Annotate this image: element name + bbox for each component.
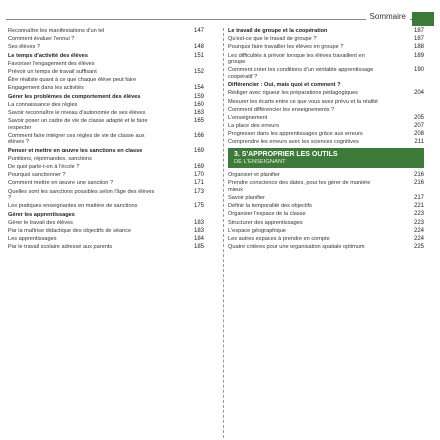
toc-entry-title: Les apprentissages <box>8 236 57 243</box>
toc-entry-page: 205 <box>413 114 424 121</box>
toc-entry <box>8 156 220 163</box>
toc-entry-title: Prévoir un temps de travail suffisant <box>8 68 97 75</box>
toc-entry-page: 163 <box>193 109 204 116</box>
toc-entry-page: 223 <box>413 219 424 226</box>
toc-entry <box>8 133 220 146</box>
toc-entry <box>228 203 436 210</box>
toc-entry-title: Savoir reconnaître le niveau d'autonomie de ses élèves <box>8 109 146 116</box>
toc-entry-title: Comment évaluer l'ennui ? <box>8 36 75 43</box>
toc-entry-title: Rédiger avec rigueur les préparations pédagogiques <box>228 90 358 97</box>
toc-entry <box>228 220 436 227</box>
toc-entry-page: 224 <box>413 227 424 234</box>
toc-entry-title: De quoi parle-t-on à l'école ? <box>8 164 80 170</box>
toc-entry-page: 207 <box>413 123 424 130</box>
toc-entry-page: 189 <box>413 52 424 59</box>
toc-entry-page: 188 <box>413 44 424 51</box>
toc-entry-page: 169 <box>193 164 204 170</box>
toc-entry-title: Engagement dans les activités <box>8 85 84 92</box>
toc-entry-title: Organiser et planifier <box>228 172 280 179</box>
toc-entry-title: Gérer les apprentissages <box>8 211 75 218</box>
toc-entry <box>228 107 436 114</box>
toc-entry-page: 165 <box>193 118 204 125</box>
toc-entry <box>8 85 220 92</box>
toc-entry <box>8 61 220 68</box>
toc-entry <box>228 53 436 66</box>
toc-right-column <box>228 28 436 252</box>
toc-entry-title: Progresser dans les apprentissages grâce aux erreurs <box>228 131 363 138</box>
toc-entry <box>8 212 220 219</box>
toc-entry <box>8 148 220 155</box>
toc-entry <box>8 172 220 179</box>
toc-entry-page: 216 <box>413 172 424 179</box>
toc-entry-page: 160 <box>193 101 204 108</box>
toc-entry-page: 159 <box>193 93 204 100</box>
toc-entry-title: Mesurer les écarts entre ce que vous avez prévu et la réalité <box>228 98 378 105</box>
toc-entry-title: Qu'est-ce que le travail de groupe ? <box>228 36 317 43</box>
toc-entry-page: 208 <box>413 131 424 138</box>
toc-entry-page: 187 <box>413 28 424 34</box>
toc-entry <box>8 228 220 235</box>
toc-entry-page: 185 <box>193 244 204 251</box>
toc-entry <box>8 36 220 43</box>
toc-entry <box>8 53 220 60</box>
toc-entry-page: 169 <box>193 147 204 154</box>
toc-entry-title: Les autres espaces à prendre en compte <box>228 235 330 242</box>
banner-subtitle: DE L'ENSEIGNANT <box>234 159 286 166</box>
toc-entry <box>228 90 436 97</box>
toc-entry <box>228 123 436 130</box>
toc-entry-title: Le temps d'activité des élèves <box>8 52 88 59</box>
toc-entry <box>228 82 436 89</box>
toc-entry-title: Comprendre les erreurs avec les sciences cognitives <box>228 139 359 146</box>
toc-entry-title: Être réaliste quant à ce que chaque élève peut faire <box>8 77 137 84</box>
toc-entry <box>228 211 436 218</box>
toc-entry-page: 224 <box>413 235 424 242</box>
toc-entry <box>228 172 436 179</box>
toc-entry-title: Favoriser l'engagement des élèves <box>8 60 95 67</box>
toc-entry <box>228 44 436 51</box>
toc-entry <box>8 118 220 131</box>
toc-entry <box>8 44 220 51</box>
toc-entry-page: 175 <box>193 203 204 210</box>
toc-entry-title: Le travail de groupe et la coopération <box>228 28 328 34</box>
toc-entry-page: 147 <box>193 28 204 34</box>
toc-entry-page: 221 <box>413 203 424 210</box>
toc-entry <box>228 99 436 106</box>
toc-entry-title: Comment faire intégrer ces règles de vie de classe aux élèves ? <box>8 132 145 146</box>
toc-entry-page: 216 <box>413 180 424 187</box>
toc-entry-page: 225 <box>413 244 424 251</box>
banner-title: 3. S'APPROPRIER LES OUTILS <box>234 151 338 159</box>
toc-entry <box>228 115 436 122</box>
toc-entry-title: L'espace géographique <box>228 227 286 234</box>
toc-entry-title: Les pratiques enseignantes en matière de sanctions <box>8 203 138 210</box>
toc-entry-title: Reconnaître les manifestations d'un tel <box>8 28 105 34</box>
toc-entry-title: Ses élèves ? <box>8 44 41 51</box>
toc-entry <box>228 244 436 251</box>
toc-entry-title: Définir la temporalité des objectifs <box>228 203 312 210</box>
toc-entry <box>8 244 220 251</box>
toc-entry <box>8 110 220 117</box>
toc-entry-page: 223 <box>413 211 424 218</box>
toc-entry <box>8 77 220 84</box>
toc-entry-title: Gérer le travail des élèves <box>8 219 73 226</box>
toc-entry-title: Penser et mettre en œuvre les sanctions en classe <box>8 147 143 154</box>
toc-entry-page: 148 <box>193 44 204 51</box>
toc-entry <box>8 236 220 243</box>
toc-entry <box>8 28 220 35</box>
toc-entry <box>8 102 220 109</box>
toc-entry-title: Différencier : Oui, mais quoi et comment ? <box>228 82 341 89</box>
toc-entry-title: Par le travail scolaire adressé aux parents <box>8 244 113 251</box>
toc-entry-title: Savoir planifier <box>228 195 265 201</box>
toc-entry-title: Punitions, réprimandes, sanctions <box>8 155 92 162</box>
toc-entry <box>228 228 436 235</box>
toc-entry-title: La place des erreurs <box>228 123 279 130</box>
toc-entry <box>228 67 436 80</box>
toc-entry-title: Quelles sont les sanctions possibles selon l'âge des élèves ? <box>8 188 155 202</box>
toc-entry <box>228 195 436 202</box>
toc-entry <box>228 28 436 35</box>
toc-entry-title: Pourquoi sanctionner ? <box>8 172 66 179</box>
toc-left-column <box>8 28 220 252</box>
toc-entry <box>8 220 220 227</box>
toc-entry <box>8 94 220 101</box>
toc-entry <box>8 69 220 76</box>
toc-entry-page: 166 <box>193 132 204 139</box>
toc-entry-page: 151 <box>193 52 204 59</box>
toc-entry <box>228 139 436 146</box>
toc-entry <box>228 36 436 43</box>
toc-entry <box>228 236 436 243</box>
toc-entry-page: 217 <box>413 195 424 201</box>
toc-entry <box>8 164 220 171</box>
toc-entry-title: Les difficultés à prévoir lorsque les élèves travaillent en groupe <box>228 52 365 66</box>
toc-entry-page: 170 <box>193 172 204 179</box>
toc-entry-page: 211 <box>414 139 424 146</box>
column-divider <box>223 28 224 438</box>
toc-entry <box>8 180 220 187</box>
accent-block <box>412 12 434 26</box>
toc-entry-page: 183 <box>193 227 204 234</box>
toc-entry <box>228 180 436 193</box>
toc-entry-page: 152 <box>193 68 204 75</box>
toc-entry-page: 171 <box>193 180 204 187</box>
section-label: Sommaire <box>366 12 410 21</box>
toc-entry <box>228 131 436 138</box>
toc-entry-page: 184 <box>193 236 204 243</box>
section-banner <box>228 148 424 168</box>
toc-entry-title: L'enseignement <box>228 114 268 121</box>
toc-entry-title: Structurer des apprentissages <box>228 219 303 226</box>
toc-entry-title: Gérer les problèmes de comportement des élèves <box>8 93 141 100</box>
toc-entry-title: Comment différencier les enseignements ? <box>228 106 335 113</box>
toc-entry-page: 183 <box>193 219 204 226</box>
toc-entry-page: 187 <box>413 36 424 43</box>
toc-entry-title: La connaissance des règles <box>8 101 78 108</box>
toc-entry-page: 190 <box>413 67 424 74</box>
toc-entry-title: Comment créer les conditions d'un véritable apprentissage coopératif ? <box>228 67 374 80</box>
toc-entry-title: Comment mettre en œuvre une sanction ? <box>8 180 114 187</box>
header-bar <box>0 0 440 30</box>
toc-entry-page: 204 <box>413 90 424 97</box>
toc-entry <box>8 189 220 202</box>
toc-entry-title: Pourquoi faire travailler les élèves en groupe ? <box>228 44 344 51</box>
toc-entry-title: Savoir poser un cadre de vie de classe adapté et le faire respecter <box>8 118 148 131</box>
toc-entry-title: Organiser l'espace de la classe <box>228 211 306 218</box>
toc-entry-title: Par la maîtrise didactique des objectifs de séance <box>8 227 132 234</box>
toc-entry-page: 154 <box>193 85 204 92</box>
toc-entry-title: Prendre conscience des dates, pour les gérer de manière mieux <box>228 180 371 193</box>
toc-entry <box>8 203 220 210</box>
toc-entry-page: 173 <box>193 188 204 195</box>
toc-entry-title: Quatre critères pour une organisation spatiale optimum <box>228 244 365 251</box>
